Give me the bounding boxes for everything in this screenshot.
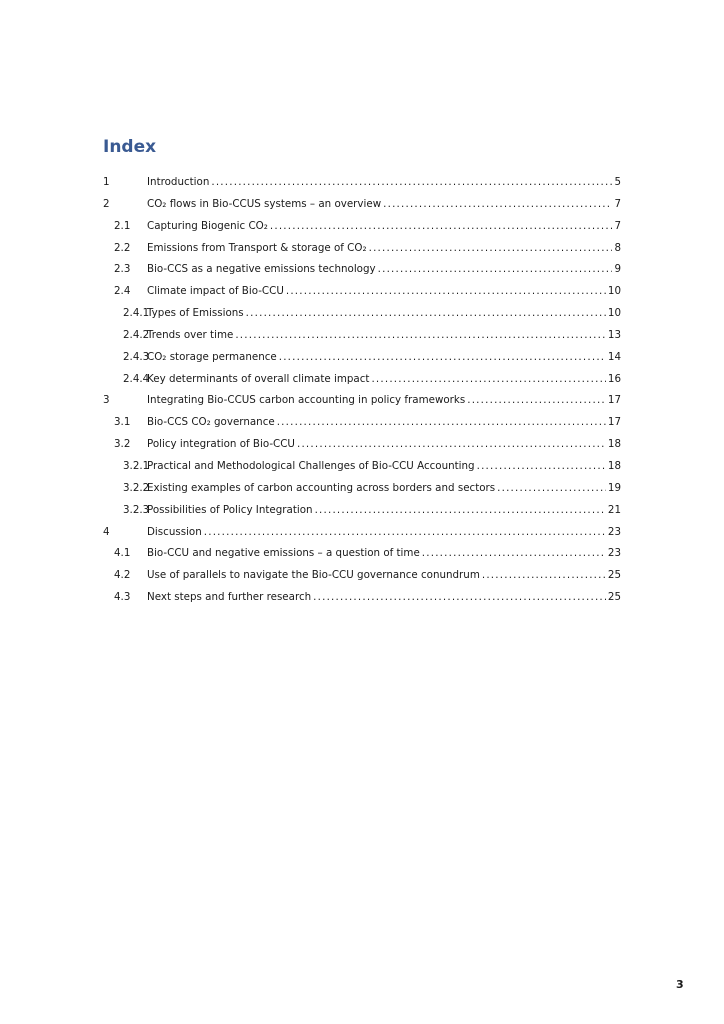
- dot-leader: [369, 238, 613, 260]
- toc-entry-page: 13: [607, 328, 621, 341]
- toc-entry-number: 4.3: [114, 591, 131, 604]
- toc-entry-line: [147, 325, 621, 347]
- toc-entry-page: 16: [607, 372, 621, 385]
- toc-entry-title: Introduction: [147, 176, 210, 188]
- toc-entry-title: Use of parallels to navigate the Bio-CCU governance conundrum: [147, 569, 480, 582]
- toc-entry-number: 2.4: [114, 285, 131, 298]
- toc-entry-number: 2.4.2: [123, 328, 150, 341]
- toc-entry[interactable]: [103, 325, 621, 347]
- toc-entry[interactable]: [103, 194, 621, 216]
- toc-entry-number: 3: [103, 394, 110, 407]
- toc-entry-page: 5: [614, 176, 621, 188]
- toc-entry-title: Practical and Methodological Challenges of Bio-CCU Accounting: [147, 459, 475, 472]
- toc-entry-number: 3.1: [114, 416, 131, 429]
- toc-entry[interactable]: [103, 238, 621, 260]
- toc-entry-line: [147, 216, 621, 238]
- dot-leader: [477, 456, 606, 478]
- dot-leader: [378, 259, 613, 281]
- toc-entry-line: [147, 412, 621, 434]
- toc-entry-title: Types of Emissions: [147, 307, 244, 320]
- dot-leader: [286, 281, 606, 303]
- dot-leader: [497, 478, 606, 500]
- toc-entry[interactable]: [103, 303, 621, 325]
- toc-entry-title: Key determinants of overall climate impact: [147, 372, 370, 385]
- toc-entry-number: 2.4.1: [123, 307, 150, 320]
- toc-entry-page: 9: [614, 263, 621, 276]
- toc-entry[interactable]: [103, 172, 621, 194]
- toc-entry-line: [147, 281, 621, 303]
- toc-entry-number: 3.2: [114, 438, 131, 451]
- toc-entry-page: 21: [607, 503, 621, 516]
- toc-entry-line: [147, 565, 621, 587]
- toc-entry-page: 18: [607, 459, 621, 472]
- toc-entry-number: 2: [103, 197, 110, 210]
- toc-entry[interactable]: [103, 390, 621, 412]
- toc-entry[interactable]: [103, 259, 621, 281]
- toc-heading: Index: [103, 137, 157, 157]
- toc-entry[interactable]: [103, 456, 621, 478]
- toc-entry-line: [147, 500, 621, 522]
- dot-leader: [211, 172, 612, 194]
- toc-entry-number: 3.2.2: [123, 481, 150, 494]
- toc-entry-line: [147, 434, 621, 456]
- toc-entry-line: [147, 194, 621, 216]
- toc-entry-number: 3.2.3: [123, 503, 150, 516]
- toc-entry[interactable]: [103, 565, 621, 587]
- toc-entry-title: CO₂ storage permanence: [147, 350, 277, 363]
- toc-entry-title: Bio-CCS CO₂ governance: [147, 416, 275, 429]
- toc-entry-page: 14: [607, 350, 621, 363]
- dot-leader: [204, 522, 606, 544]
- toc-entry-line: [147, 522, 621, 544]
- toc-entry-page: 8: [614, 241, 621, 254]
- toc-entry-title: Discussion: [147, 525, 202, 538]
- page-number: 3: [676, 978, 684, 991]
- toc-entry-line: [147, 259, 621, 281]
- toc-entry-line: [147, 172, 621, 194]
- toc-entry[interactable]: [103, 543, 621, 565]
- toc-entry-page: 23: [607, 525, 621, 538]
- toc-entry-page: 23: [607, 547, 621, 560]
- toc-entry-line: [147, 478, 621, 500]
- toc-entry-number: 2.3: [114, 263, 131, 276]
- toc-entry-line: [147, 456, 621, 478]
- toc-entry[interactable]: [103, 478, 621, 500]
- toc-entry-number: 2.1: [114, 219, 131, 232]
- toc-entry-title: Bio-CCS as a negative emissions technology: [147, 263, 376, 276]
- dot-leader: [315, 500, 606, 522]
- toc-entry-title: Capturing Biogenic CO₂: [147, 219, 268, 232]
- toc-entry[interactable]: [103, 587, 621, 609]
- toc-entry-number: 2.4.3: [123, 350, 150, 363]
- toc-entry-line: [147, 347, 621, 369]
- toc-entry-number: 3.2.1: [123, 459, 150, 472]
- toc-entry-line: [147, 543, 621, 565]
- toc-entry-title: Existing examples of carbon accounting across borders and sectors: [147, 481, 496, 494]
- toc-entry-title: Policy integration of Bio-CCU: [147, 438, 295, 451]
- toc-entry-page: 17: [607, 416, 621, 429]
- toc-entry[interactable]: [103, 522, 621, 544]
- toc-entry-page: 10: [607, 307, 621, 320]
- toc-entry-page: 7: [614, 197, 621, 210]
- toc-entry-number: 4: [103, 525, 110, 538]
- toc-entry-title: Next steps and further research: [147, 591, 312, 604]
- toc-entry-page: 25: [607, 591, 621, 604]
- toc-entry-title: Possibilities of Policy Integration: [147, 503, 313, 516]
- toc-entry[interactable]: [103, 412, 621, 434]
- toc-entry-page: 7: [614, 219, 621, 232]
- toc-entry-page: 10: [607, 285, 621, 298]
- toc-entry-page: 18: [607, 438, 621, 451]
- toc-entry-title: Emissions from Transport & storage of CO₂: [147, 241, 367, 254]
- dot-leader: [246, 303, 606, 325]
- dot-leader: [270, 216, 613, 238]
- toc-entry-title: Bio-CCU and negative emissions – a question of time: [147, 547, 420, 560]
- dot-leader: [279, 347, 606, 369]
- dot-leader: [422, 543, 606, 565]
- toc-entry[interactable]: [103, 281, 621, 303]
- toc-entry-number: 4.2: [114, 569, 131, 582]
- toc-entry-number: 4.1: [114, 547, 131, 560]
- toc-entry[interactable]: [103, 369, 621, 391]
- dot-leader: [467, 390, 606, 412]
- dot-leader: [482, 565, 606, 587]
- toc-entry-title: Trends over time: [147, 328, 234, 341]
- toc-entry[interactable]: [103, 434, 621, 456]
- toc-entry-page: 19: [607, 481, 621, 494]
- toc-entry-title: CO₂ flows in Bio-CCUS systems – an overview: [147, 197, 382, 210]
- toc-entry-title: Integrating Bio-CCUS carbon accounting in policy frameworks: [147, 394, 466, 407]
- toc-entry-number: 2.4.4: [123, 372, 150, 385]
- toc-entry-line: [147, 369, 621, 391]
- dot-leader: [313, 587, 606, 609]
- toc-entry-line: [147, 238, 621, 260]
- toc-entry[interactable]: [103, 347, 621, 369]
- toc-entry[interactable]: [103, 216, 621, 238]
- toc-entry-line: [147, 587, 621, 609]
- toc-entry[interactable]: [103, 500, 621, 522]
- table-of-contents: [103, 172, 621, 609]
- toc-entry-line: [147, 390, 621, 412]
- toc-entry-number: 1: [103, 176, 110, 188]
- dot-leader: [297, 434, 606, 456]
- dot-leader: [277, 412, 606, 434]
- toc-entry-page: 25: [607, 569, 621, 582]
- dot-leader: [235, 325, 606, 347]
- toc-entry-title: Climate impact of Bio-CCU: [147, 285, 284, 298]
- toc-entry-line: [147, 303, 621, 325]
- toc-entry-number: 2.2: [114, 241, 131, 254]
- toc-entry-page: 17: [607, 394, 621, 407]
- dot-leader: [383, 194, 612, 216]
- dot-leader: [371, 369, 605, 391]
